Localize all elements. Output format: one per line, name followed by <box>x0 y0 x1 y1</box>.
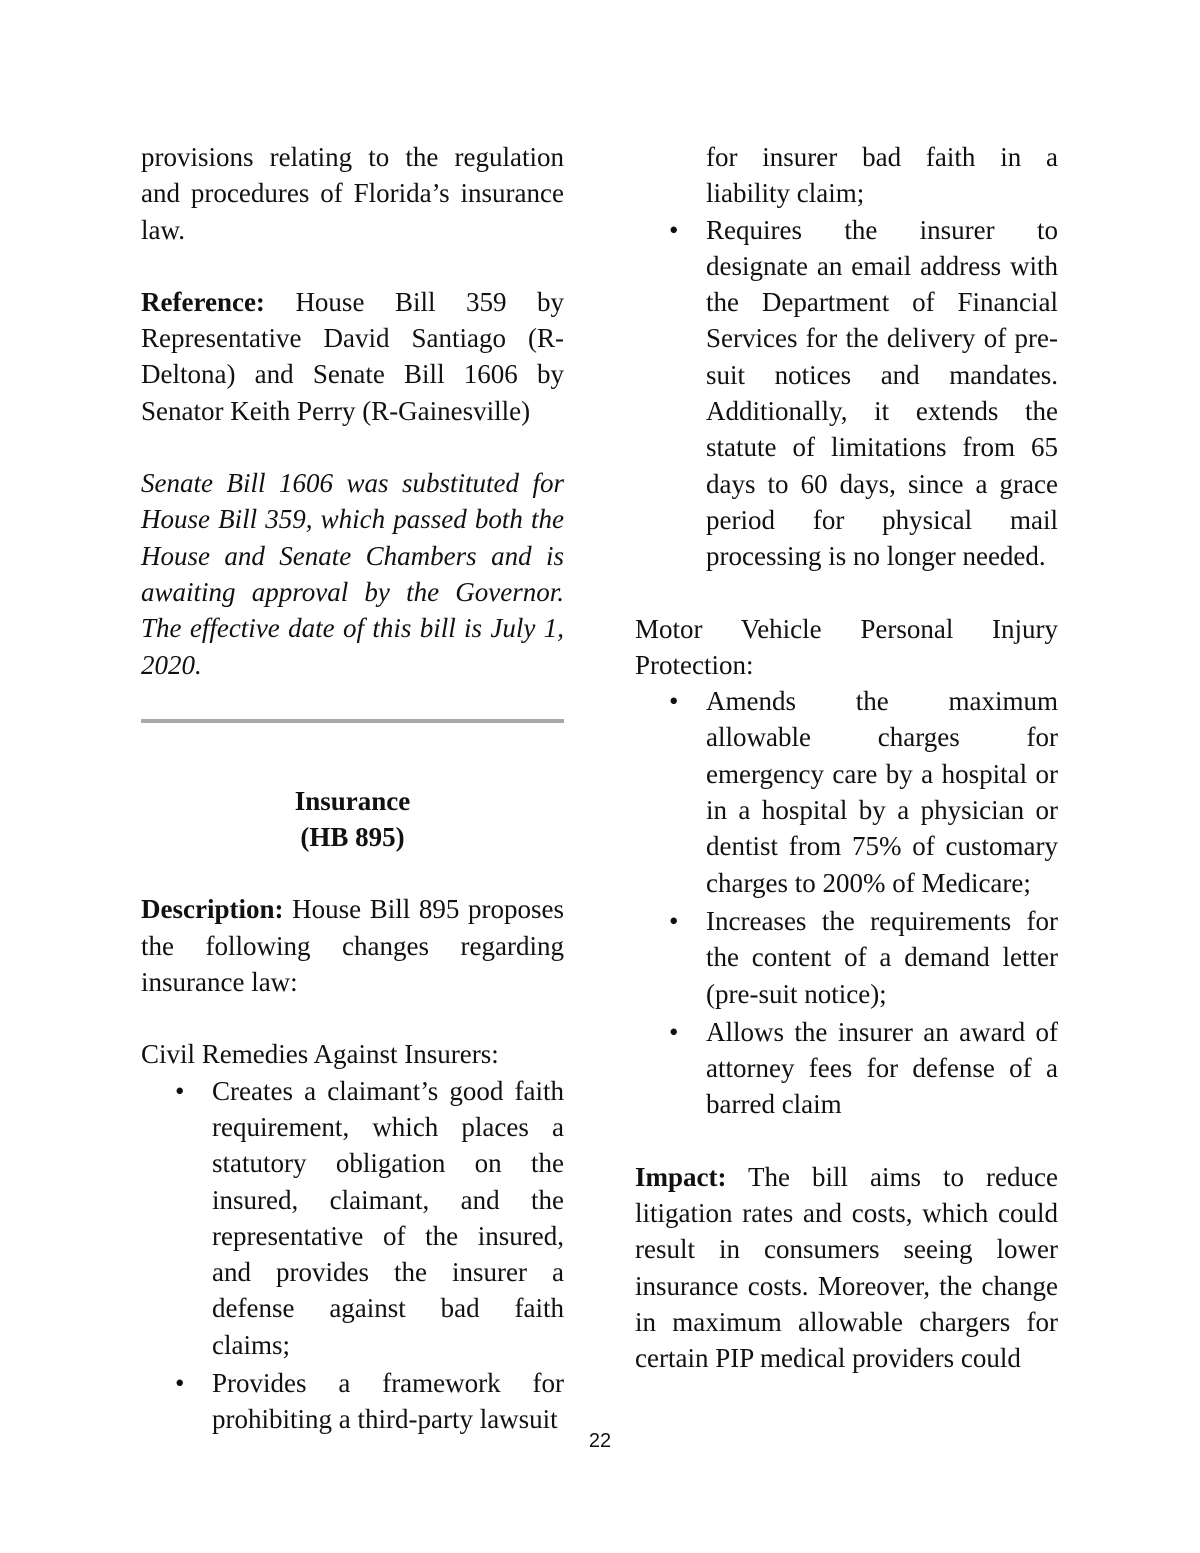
reference-text: House Bill 359 by Representative David Santiago (R-Deltona) and Senate Bill 1606 by Senator Keith Perry (R-Gainesville) <box>141 286 564 426</box>
bullet-icon: • <box>669 214 679 245</box>
list-item <box>175 1365 564 1438</box>
continued-list-item: for insurer bad faith in a liability claim; <box>706 142 1058 209</box>
civil-remedies-list <box>141 1073 564 1438</box>
bullet-icon: • <box>669 1016 679 1047</box>
civil-remedies-heading: Civil Remedies Against Insurers: <box>141 1039 499 1070</box>
pip-heading: Motor Vehicle Personal Injury Protection: <box>635 613 1058 680</box>
status-note: Senate Bill 1606 was substituted for House Bill 359, which passed both the House and Senate Chambers and is awaiting approval by the Governor. The effective date of this bill is July 1, 2020. <box>141 468 564 680</box>
section-heading <box>141 783 564 856</box>
left-column <box>141 139 564 1440</box>
bullet-icon: • <box>669 686 679 717</box>
list-item-text: Provides a framework for prohibiting a third-party lawsuit <box>212 1368 564 1435</box>
impact-text: The bill aims to reduce litigation rates and costs, which could result in consumers seeing lower insurance costs. Moreover, the change in maximum allowable chargers for certain PIP medical providers could <box>635 1161 1058 1374</box>
list-item-text: Requires the insurer to designate an email address with the Department of Financial Services for the delivery of pre-suit notices and mandates. Additionally, it extends the statute of limitations from 65 days to 60 days, since a grace period for physical mail processing is no longer needed. <box>706 214 1058 572</box>
description-label: Description: <box>141 894 284 925</box>
reference-label: Reference: <box>141 286 265 317</box>
impact-paragraph <box>635 1159 1058 1377</box>
list-item <box>175 1073 564 1363</box>
list-item-text: Creates a claimant’s good faith requirement, which places a statutory obligation on the insured, claimant, and the representative of the insured, and provides the insurer a defense against bad faith claims; <box>212 1075 564 1360</box>
list-item-text: Allows the insurer an award of attorney fees for defense of a barred claim <box>706 1016 1058 1120</box>
description-paragraph <box>141 891 564 1000</box>
civil-remedies-list-continued <box>635 212 1058 575</box>
pip-list <box>635 683 1058 1123</box>
bullet-icon: • <box>175 1368 185 1399</box>
section-divider <box>141 719 564 723</box>
description-text: House Bill 895 proposes the following changes regarding insurance law: <box>141 894 564 998</box>
page-number: 22 <box>588 1430 612 1452</box>
list-item-text: Increases the requirements for the content of a demand letter (pre-suit notice); <box>706 905 1058 1009</box>
list-item-text: Amends the maximum allowable charges for emergency care by a hospital or in a hospital by a physician or dentist from 75% of customary charges to 200% of Medicare; <box>706 686 1058 898</box>
list-item <box>669 1014 1058 1123</box>
right-column <box>635 139 1058 1377</box>
intro-paragraph: provisions relating to the regulation and procedures of Florida’s insurance law. <box>141 142 564 245</box>
list-item <box>669 683 1058 901</box>
bullet-icon: • <box>669 905 679 936</box>
impact-label: Impact: <box>635 1161 727 1192</box>
heading-title: Insurance <box>294 785 411 816</box>
bullet-icon: • <box>175 1075 185 1106</box>
list-item <box>669 212 1058 575</box>
reference-paragraph <box>141 284 564 429</box>
heading-bill-number: (HB 895) <box>300 822 405 853</box>
list-item <box>669 903 1058 1012</box>
